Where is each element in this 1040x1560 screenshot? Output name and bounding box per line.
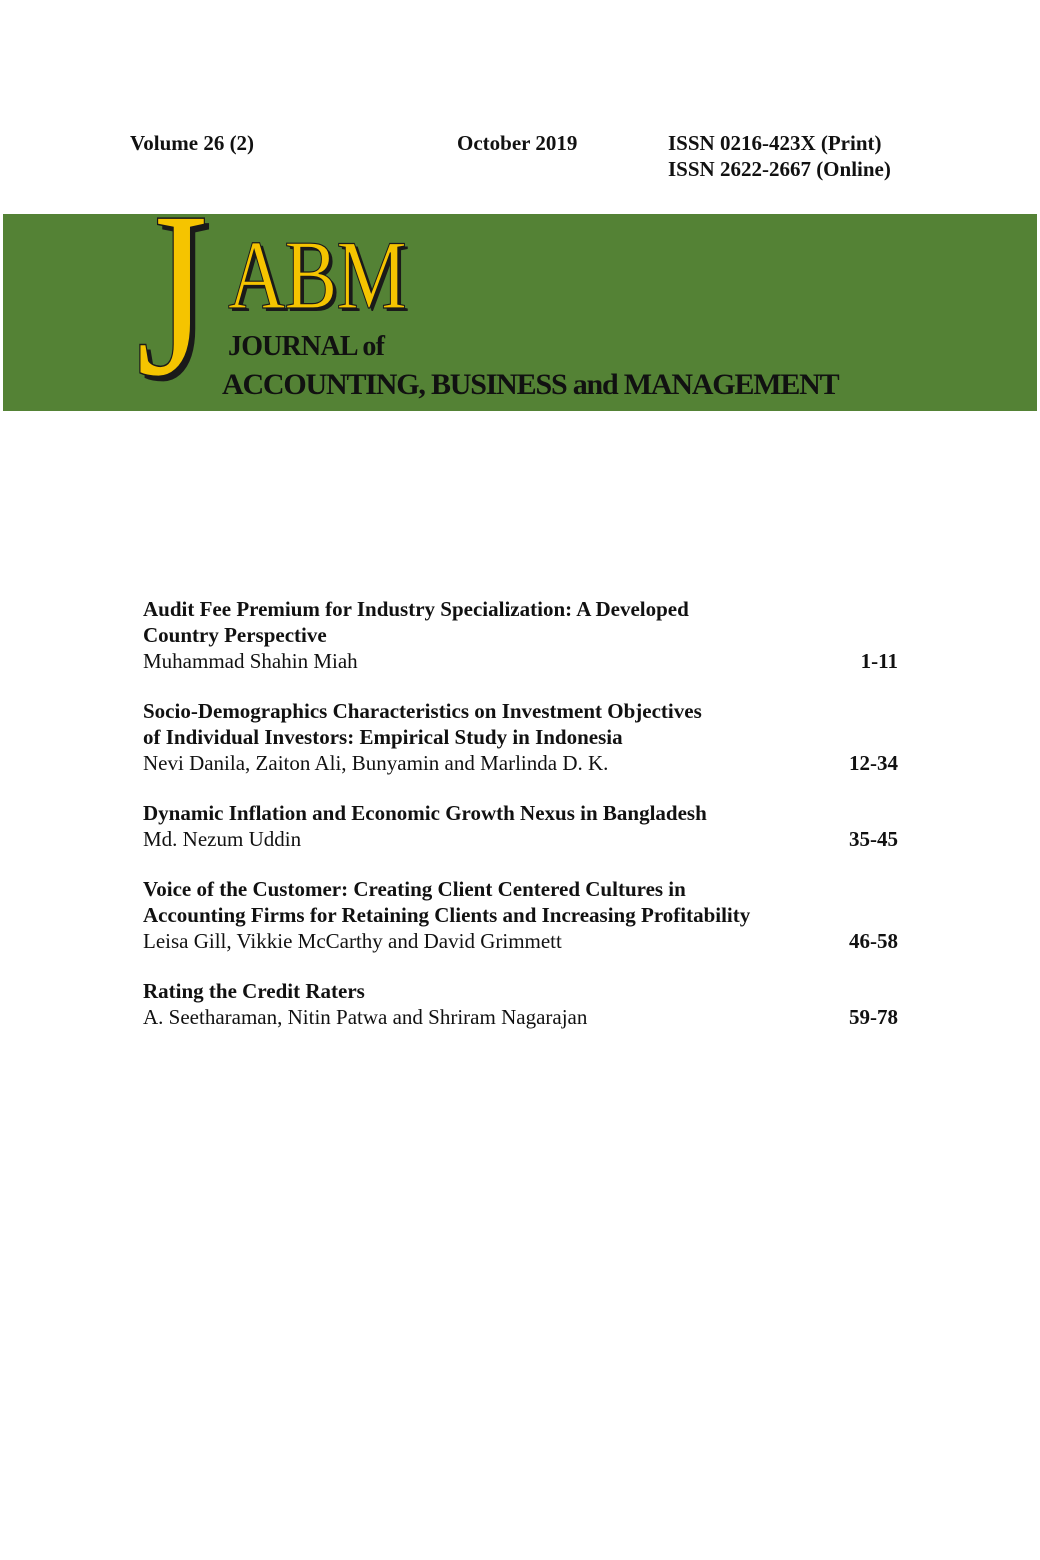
toc-entry (143, 596, 900, 674)
volume-label: Volume 26 (2) (130, 131, 255, 155)
issn-print: ISSN 0216-423X (Print) (668, 131, 882, 155)
author-row (143, 750, 900, 776)
table-of-contents (143, 596, 900, 1030)
issue-date: October 2019 (457, 131, 578, 155)
toc-entry (143, 698, 900, 776)
page-range: 46-58 (849, 929, 898, 953)
article-title: Voice of the Customer: Creating Client Centered Cultures in (143, 877, 686, 901)
article-title: Dynamic Inflation and Economic Growth Nexus in Bangladesh (143, 801, 707, 825)
toc-entry (143, 978, 900, 1030)
logo-initial: J (136, 163, 209, 426)
page-range: 59-78 (849, 1005, 898, 1029)
article-title: Audit Fee Premium for Industry Specialization: A Developed (143, 597, 689, 621)
journal-name-line2: ACCOUNTING, BUSINESS and MANAGEMENT (222, 368, 839, 401)
journal-name-line1: JOURNAL of (228, 331, 385, 362)
article-title: of Individual Investors: Empirical Study in Indonesia (143, 725, 623, 749)
article-authors: Md. Nezum Uddin (143, 827, 302, 851)
author-row (143, 928, 900, 954)
author-row (143, 648, 900, 674)
article-title: Rating the Credit Raters (143, 979, 365, 1003)
article-title: Accounting Firms for Retaining Clients and Increasing Profitability (143, 903, 751, 927)
page-range: 1-11 (860, 649, 898, 673)
issn-online: ISSN 2622-2667 (Online) (668, 157, 891, 181)
toc-entry (143, 800, 900, 852)
article-authors: Nevi Danila, Zaiton Ali, Bunyamin and Marlinda D. K. (143, 751, 609, 775)
article-authors: A. Seetharaman, Nitin Patwa and Shriram Nagarajan (143, 1005, 588, 1029)
toc-entry (143, 876, 900, 954)
author-row (143, 1004, 900, 1030)
article-title: Socio-Demographics Characteristics on Investment Objectives (143, 699, 702, 723)
page-range: 35-45 (849, 827, 898, 851)
issn-block (668, 130, 891, 182)
article-authors: Leisa Gill, Vikkie McCarthy and David Grimmett (143, 929, 562, 953)
logo-abbreviation: ABM (228, 221, 407, 330)
page-range: 12-34 (849, 751, 898, 775)
article-authors: Muhammad Shahin Miah (143, 649, 358, 673)
author-row (143, 826, 900, 852)
article-title: Country Perspective (143, 623, 327, 647)
